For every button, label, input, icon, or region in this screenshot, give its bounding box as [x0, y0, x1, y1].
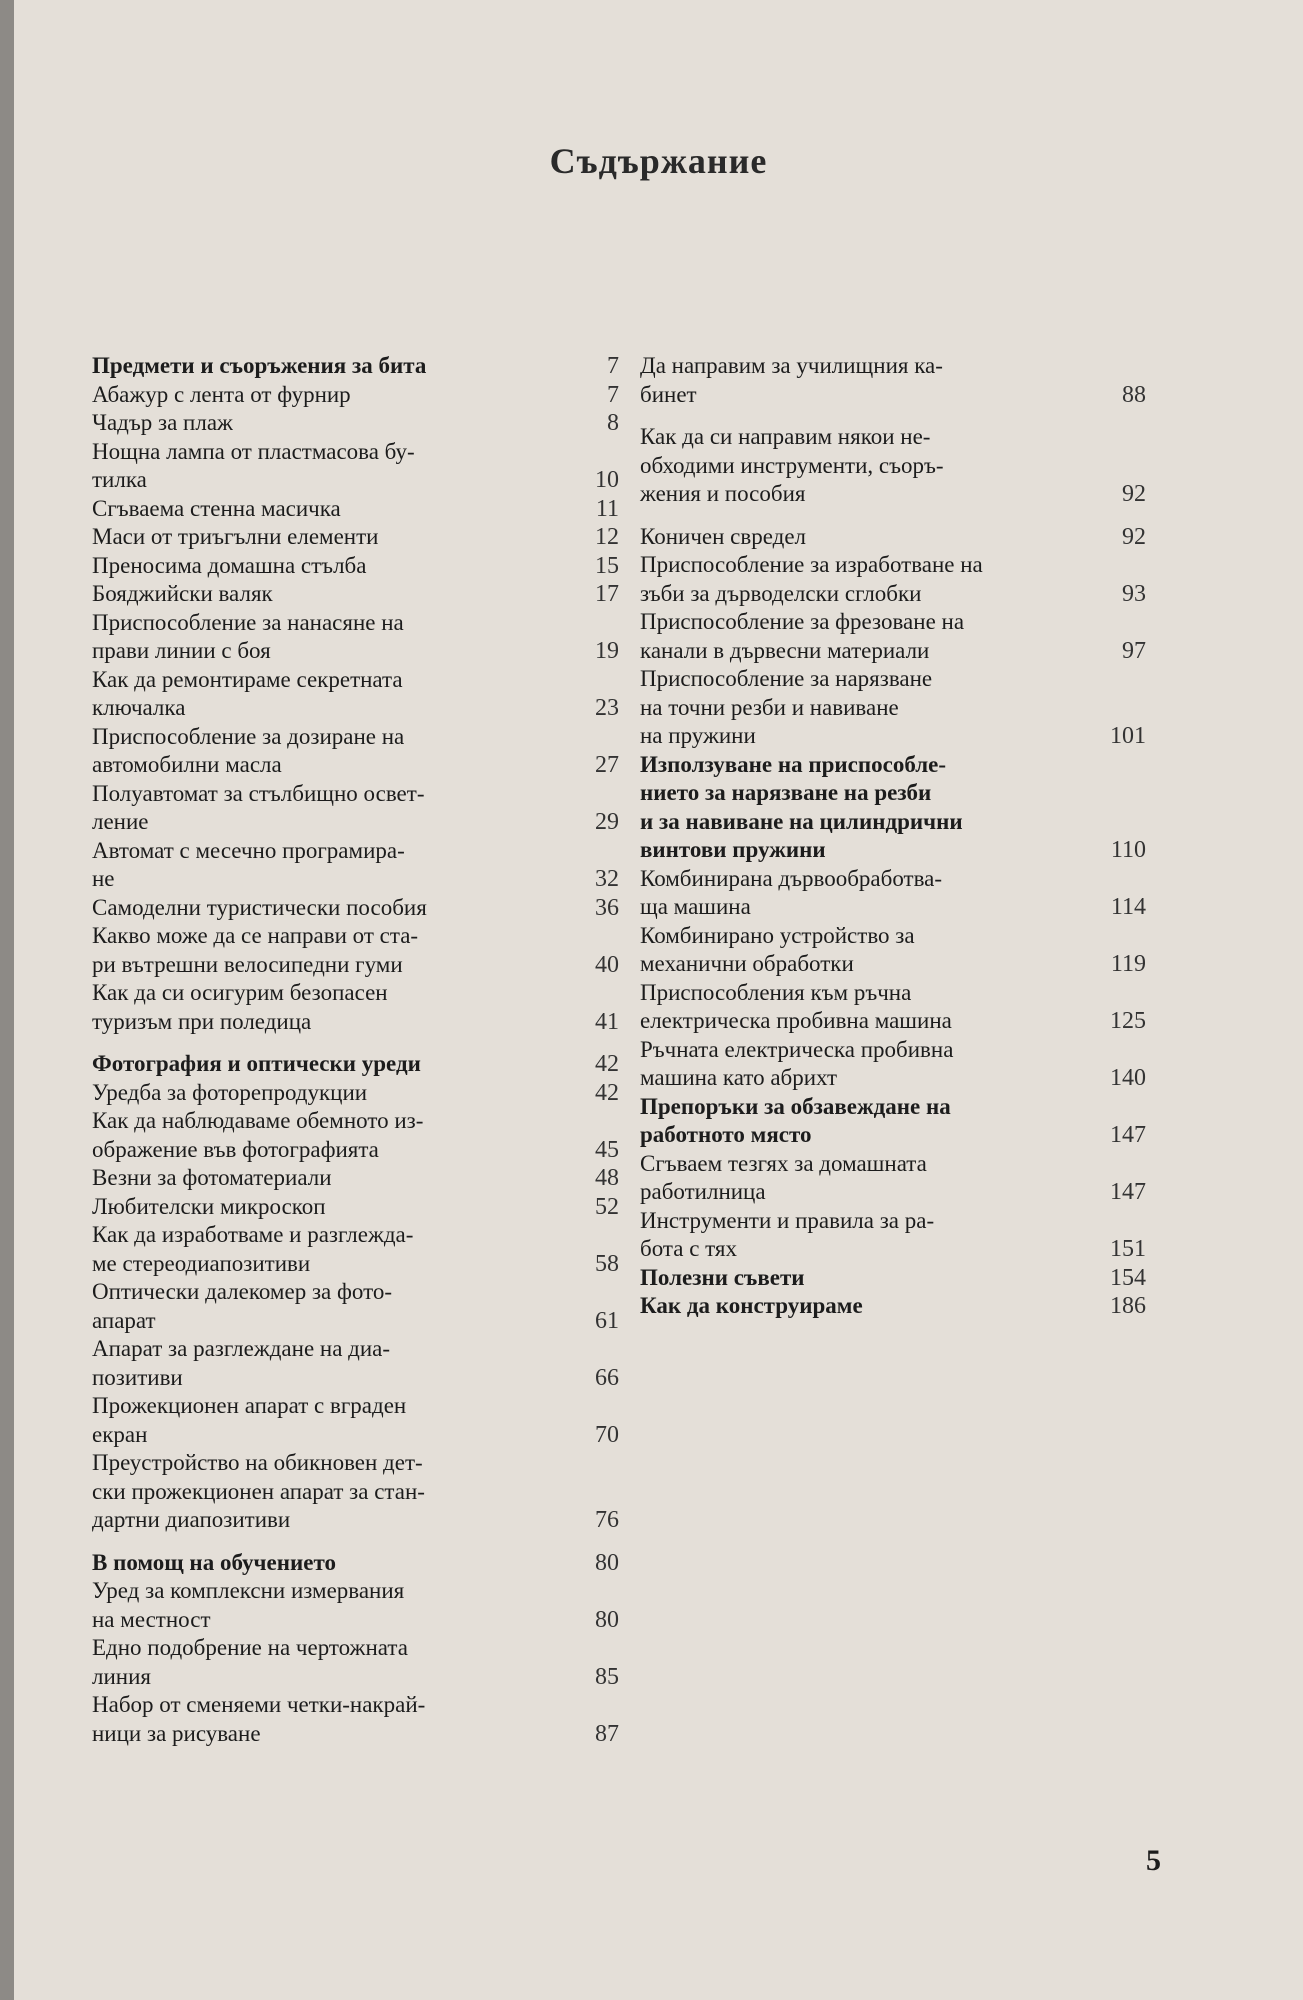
section-spacer — [640, 509, 1146, 523]
entry-page-number: 80 — [595, 1606, 619, 1633]
entry-title: Как да конструираме — [640, 1293, 863, 1318]
entry-title: Приспособление за нарязване на точни резби и навиване на пружини — [640, 666, 933, 748]
entry-page-number: 154 — [1110, 1264, 1146, 1291]
entry-title: Прожекционен апарат с вграден екран — [92, 1393, 407, 1447]
toc-entry — [92, 1392, 619, 1449]
entry-title: Маси от триъгълни елементи — [92, 524, 379, 549]
toc-entry — [92, 979, 619, 1036]
entry-title: Бояджийски валяк — [92, 581, 273, 606]
toc-entry — [92, 1691, 619, 1748]
entry-page-number: 66 — [595, 1364, 619, 1391]
entry-page-number: 186 — [1110, 1293, 1146, 1319]
entry-page-number: 23 — [595, 695, 619, 721]
entry-page-number: 140 — [1110, 1065, 1146, 1091]
toc-section-heading — [640, 352, 1146, 409]
toc-entry — [92, 837, 619, 894]
entry-title: Как да наблюдаваме обемното из- ображение във фотографията — [92, 1108, 424, 1162]
toc-entry — [92, 523, 619, 552]
entry-page-number: 19 — [595, 638, 619, 664]
entry-title: Приспособление за изработване на зъби за дърводелски сглобки — [640, 552, 983, 606]
entry-title: Как да си осигурим безопасен туризъм при поледица — [92, 980, 388, 1034]
entry-title: Нощна лампа от пластмасова бу- тилка — [92, 438, 415, 492]
entry-title: Едно подобрение на чертожната линия — [92, 1635, 408, 1689]
entry-title: Сгъваема стенна масичка — [92, 495, 341, 521]
toc-entry — [640, 608, 1146, 665]
entry-page-number: 40 — [595, 951, 619, 978]
book-page — [14, 0, 1303, 2000]
toc-entry — [92, 1107, 619, 1164]
toc-entry — [92, 922, 619, 979]
toc-column-right — [640, 352, 1146, 1321]
entry-title: Уред за комплексни измервания на местност — [92, 1578, 405, 1632]
toc-entry — [92, 1221, 619, 1278]
entry-title: Преносима домашна стълба — [92, 552, 367, 578]
entry-title: Препоръки за обзавеждане на работното място — [640, 1093, 951, 1147]
entry-page-number: 87 — [595, 1720, 619, 1747]
entry-title: Комбинирано устройство за механични обработки — [640, 922, 915, 976]
entry-title: Апарат за разглеждане на диа- позитиви — [92, 1336, 391, 1390]
entry-page-number: 45 — [595, 1136, 619, 1163]
toc-entry — [92, 438, 619, 495]
entry-title: Как да си направим някои не- обходими инструменти, съоръ- жения и пособия — [640, 424, 944, 506]
entry-title: Уредба за фоторепродукции — [92, 1079, 368, 1105]
entry-page-number: 41 — [595, 1008, 619, 1035]
entry-page-number: 11 — [595, 495, 619, 522]
toc-entry — [92, 1278, 619, 1335]
entry-page-number: 88 — [1122, 381, 1146, 408]
toc-entry — [92, 409, 619, 438]
entry-page-number: 52 — [595, 1193, 619, 1220]
entry-title: Набор от сменяеми четки-накрай- ници за рисуване — [92, 1692, 426, 1746]
section-spacer — [92, 1535, 619, 1549]
toc-entry — [92, 1634, 619, 1691]
toc-entry — [640, 922, 1146, 979]
toc-entry — [640, 979, 1146, 1036]
entry-title: Приспособление за дозиране на автомобилни масла — [92, 723, 405, 777]
entry-page-number: 32 — [595, 866, 619, 892]
toc-section-heading — [92, 352, 619, 381]
entry-page-number: 42 — [595, 1079, 619, 1106]
entry-page-number: 15 — [595, 552, 619, 579]
entry-title: Полезни съвети — [640, 1264, 805, 1290]
entry-page-number: 42 — [595, 1051, 619, 1077]
toc-entry — [92, 1577, 619, 1634]
page-title: Съдържание — [549, 141, 768, 181]
toc-entry — [640, 1207, 1146, 1264]
entry-page-number: 147 — [1110, 1179, 1146, 1205]
toc-entry — [640, 1093, 1146, 1150]
entry-title: Преустройство на обикновен дет- ски прожекционен апарат за стан- дартни диапозитиви — [92, 1450, 425, 1532]
entry-page-number: 101 — [1110, 723, 1146, 749]
entry-title: Приспособление за нанасяне на прави линии с боя — [92, 609, 404, 663]
entry-page-number: 48 — [595, 1165, 619, 1191]
entry-page-number: 36 — [595, 894, 619, 921]
entry-page-number: 93 — [1122, 580, 1146, 607]
toc-entry — [640, 865, 1146, 922]
entry-page-number: 92 — [1122, 523, 1146, 550]
toc-entry — [92, 552, 619, 581]
toc-entry — [92, 894, 619, 923]
toc-entry — [92, 666, 619, 723]
toc-entry — [92, 580, 619, 609]
toc-entry — [640, 1150, 1146, 1207]
entry-title: Предмети и съоръжения за бита — [92, 353, 427, 378]
toc-column-left — [92, 352, 619, 1748]
entry-title: Приспособления към ръчна електрическа пробивна машина — [640, 979, 952, 1033]
entry-page-number: 92 — [1122, 481, 1146, 507]
toc-entry — [640, 665, 1146, 751]
entry-title: Фотография и оптически уреди — [92, 1051, 421, 1076]
toc-entry — [640, 1264, 1146, 1293]
toc-entry — [640, 551, 1146, 608]
entry-title: В помощ на обучението — [92, 1549, 336, 1575]
toc-entry — [92, 1164, 619, 1193]
entry-title: Да направим за училищния ка- бинет — [640, 353, 943, 407]
entry-page-number: 7 — [607, 353, 619, 379]
entry-page-number: 61 — [595, 1307, 619, 1334]
entry-page-number: 29 — [595, 809, 619, 835]
toc-entry — [640, 1292, 1146, 1321]
entry-title: Чадър за плаж — [92, 410, 233, 435]
entry-title: Везни за фотоматериали — [92, 1165, 332, 1190]
entry-title: Коничен свредел — [640, 523, 807, 549]
entry-page-number: 114 — [1110, 894, 1146, 920]
toc-entry — [92, 1449, 619, 1535]
toc-entry — [92, 495, 619, 524]
entry-page-number: 147 — [1110, 1122, 1146, 1148]
toc-entry — [92, 780, 619, 837]
entry-page-number: 27 — [595, 752, 619, 778]
toc-entry — [92, 723, 619, 780]
entry-title: Приспособление за фрезоване на канали в дървесни материали — [640, 609, 965, 663]
toc-entry — [92, 1079, 619, 1108]
toc-entry — [640, 1036, 1146, 1093]
entry-title: Любителски микроскоп — [92, 1193, 326, 1219]
entry-title: Инструменти и правила за ра- бота с тях — [640, 1207, 935, 1261]
entry-page-number: 110 — [1110, 837, 1146, 863]
entry-page-number: 12 — [595, 524, 619, 550]
toc-entry — [92, 1193, 619, 1222]
entry-page-number: 80 — [595, 1549, 619, 1576]
entry-page-number: 151 — [1110, 1236, 1146, 1262]
toc-entry — [640, 751, 1146, 865]
entry-page-number: 7 — [607, 381, 619, 408]
toc-entry — [640, 423, 1146, 509]
entry-title: Сгъваем тезгях за домашната работилница — [640, 1150, 927, 1204]
entry-page-number: 58 — [595, 1250, 619, 1277]
entry-page-number: 70 — [595, 1421, 619, 1448]
entry-title: Ръчната електрическа пробивна машина като абрихт — [640, 1036, 954, 1090]
toc-entry — [92, 1335, 619, 1392]
entry-page-number: 125 — [1110, 1008, 1146, 1034]
entry-title: Как да ремонтираме секретната ключалка — [92, 666, 403, 720]
entry-page-number: 85 — [595, 1663, 619, 1690]
page-number-folio: 5 — [1146, 1844, 1161, 1877]
toc-entry — [92, 609, 619, 666]
entry-title: Полуавтомат за стълбищно освет- ление — [92, 780, 425, 834]
entry-page-number: 8 — [607, 410, 619, 436]
entry-page-number: 76 — [595, 1507, 619, 1533]
entry-title: Комбинирана дървообработва- ща машина — [640, 865, 942, 919]
toc-section-heading — [92, 1050, 619, 1079]
toc-entry — [640, 523, 1146, 552]
entry-title: Използуване на приспособле- нието за нарязване на резби и за навиване на цилиндрични винтови пружини — [640, 751, 963, 862]
entry-title: Какво може да се направи от ста- ри вътрешни велосипедни гуми — [92, 923, 419, 977]
entry-page-number: 10 — [595, 467, 619, 493]
entry-title: Оптически далекомер за фото- апарат — [92, 1279, 392, 1333]
section-spacer — [92, 1036, 619, 1050]
entry-title: Самоделни туристически пособия — [92, 894, 427, 920]
entry-title: Абажур с лента от фурнир — [92, 381, 351, 407]
entry-title: Автомат с месечно програмира- не — [92, 837, 405, 891]
entry-page-number: 97 — [1122, 637, 1146, 664]
toc-section-heading — [92, 1549, 619, 1578]
section-spacer — [640, 409, 1146, 423]
entry-page-number: 17 — [595, 581, 619, 607]
toc-entry — [92, 381, 619, 410]
entry-title: Как да изработваме и разглежда- ме стереодиапозитиви — [92, 1222, 414, 1276]
entry-page-number: 119 — [1110, 951, 1146, 977]
